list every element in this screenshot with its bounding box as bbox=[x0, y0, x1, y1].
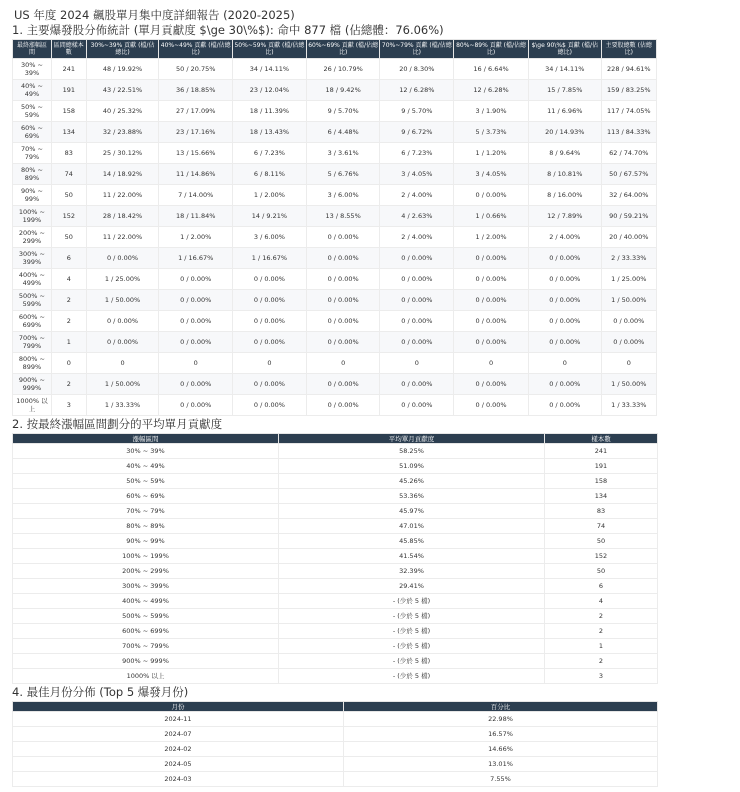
table-cell: 13 / 8.55% bbox=[306, 206, 380, 227]
table-row bbox=[13, 185, 657, 206]
table-row bbox=[13, 143, 657, 164]
table-cell: - (少於 5 檔) bbox=[279, 624, 545, 639]
column-header: 50%~59% 貢獻 (檔/佔總比) bbox=[233, 40, 307, 59]
table-row bbox=[13, 474, 658, 489]
column-header: 60%~69% 貢獻 (檔/佔總比) bbox=[306, 40, 380, 59]
table-cell: 0 / 0.00% bbox=[454, 395, 529, 416]
table-cell: 20 / 8.30% bbox=[380, 59, 454, 80]
column-header: 百分比 bbox=[344, 702, 658, 712]
table-cell: 11 / 6.96% bbox=[528, 101, 601, 122]
table-cell: 0 / 0.00% bbox=[528, 395, 601, 416]
table-cell: 7.55% bbox=[344, 772, 658, 787]
row-label-cell: 700% ~ 799% bbox=[13, 639, 279, 654]
table-row bbox=[13, 549, 658, 564]
average-contribution-table bbox=[12, 433, 658, 684]
table-cell: 2 bbox=[51, 311, 86, 332]
row-label-cell: 900% ~ 999% bbox=[13, 374, 52, 395]
table-cell: 14 / 18.92% bbox=[86, 164, 159, 185]
table-cell: 20 / 40.00% bbox=[601, 227, 656, 248]
table-cell: 134 bbox=[51, 122, 86, 143]
table-cell: 11 / 22.00% bbox=[86, 227, 159, 248]
table-cell: 3 / 6.00% bbox=[306, 185, 380, 206]
column-header: $\ge 90\%$ 貢獻 (檔/佔總比) bbox=[528, 40, 601, 59]
table-cell: 0 / 0.00% bbox=[454, 332, 529, 353]
table-cell: 47.01% bbox=[279, 519, 545, 534]
row-label-cell: 80% ~ 89% bbox=[13, 519, 279, 534]
table-header-row bbox=[13, 702, 658, 712]
table-cell: 6 / 7.23% bbox=[233, 143, 307, 164]
table-cell: 0 bbox=[51, 353, 86, 374]
table-row bbox=[13, 353, 657, 374]
row-label-cell: 300% ~ 399% bbox=[13, 579, 279, 594]
column-header: 平均單月貢獻度 bbox=[279, 434, 545, 444]
table-cell: 9 / 5.70% bbox=[380, 101, 454, 122]
table-cell: 0 / 0.00% bbox=[528, 332, 601, 353]
row-label-cell: 50% ~ 59% bbox=[13, 474, 279, 489]
table-cell: 0 / 0.00% bbox=[306, 248, 380, 269]
table-cell: 191 bbox=[51, 80, 86, 101]
table-row bbox=[13, 669, 658, 684]
table-cell: 117 / 74.05% bbox=[601, 101, 656, 122]
table-row bbox=[13, 269, 657, 290]
table-cell: 18 / 11.39% bbox=[233, 101, 307, 122]
table-row bbox=[13, 374, 657, 395]
table-cell: 0 / 0.00% bbox=[601, 311, 656, 332]
table-cell: 83 bbox=[545, 504, 658, 519]
table-cell: 1 / 16.67% bbox=[159, 248, 233, 269]
table-cell: 0 / 0.00% bbox=[380, 248, 454, 269]
table-cell: 50 bbox=[545, 564, 658, 579]
table-cell: 0 / 0.00% bbox=[601, 332, 656, 353]
table-cell: 1 / 0.66% bbox=[454, 206, 529, 227]
table-cell: 18 / 9.42% bbox=[306, 80, 380, 101]
row-label-cell: 700% ~ 799% bbox=[13, 332, 52, 353]
table-cell: 0 / 0.00% bbox=[306, 290, 380, 311]
column-header: 月份 bbox=[13, 702, 344, 712]
table-cell: - (少於 5 檔) bbox=[279, 669, 545, 684]
table-cell: 0 bbox=[454, 353, 529, 374]
table-cell: 1 / 33.33% bbox=[601, 395, 656, 416]
table-cell: 5 / 6.76% bbox=[306, 164, 380, 185]
row-label-cell: 500% ~ 599% bbox=[13, 609, 279, 624]
table-cell: 74 bbox=[545, 519, 658, 534]
table-cell: 18 / 13.43% bbox=[233, 122, 307, 143]
table-cell: - (少於 5 檔) bbox=[279, 639, 545, 654]
table-cell: 50 bbox=[51, 185, 86, 206]
column-header: 主要股總數 (佔總比) bbox=[601, 40, 656, 59]
report-title: US 年度 2024 飆股單月集中度詳細報告 (2020-2025) bbox=[14, 8, 295, 22]
table-cell: 0 / 0.00% bbox=[454, 311, 529, 332]
table-cell: 0 / 0.00% bbox=[233, 374, 307, 395]
table-cell: 45.26% bbox=[279, 474, 545, 489]
table-cell: 1 / 1.20% bbox=[454, 143, 529, 164]
table-cell: 0 / 0.00% bbox=[86, 248, 159, 269]
row-label-cell: 60% ~ 69% bbox=[13, 122, 52, 143]
table-cell: 1 / 25.00% bbox=[86, 269, 159, 290]
table-cell: 159 / 83.25% bbox=[601, 80, 656, 101]
table-cell: 0 / 0.00% bbox=[159, 290, 233, 311]
table-row bbox=[13, 594, 658, 609]
row-label-cell: 1000% 以上 bbox=[13, 669, 279, 684]
table-cell: 0 / 0.00% bbox=[233, 290, 307, 311]
table-row bbox=[13, 624, 658, 639]
table-cell: 0 bbox=[233, 353, 307, 374]
table-cell: 48 / 19.92% bbox=[86, 59, 159, 80]
table-row bbox=[13, 444, 658, 459]
table-cell: 0 / 0.00% bbox=[306, 227, 380, 248]
table-cell: - (少於 5 檔) bbox=[279, 594, 545, 609]
table-cell: 1 / 50.00% bbox=[86, 374, 159, 395]
row-label-cell: 40% ~ 49% bbox=[13, 80, 52, 101]
table-cell: 29.41% bbox=[279, 579, 545, 594]
table-cell: 0 / 0.00% bbox=[454, 374, 529, 395]
table-cell: 22.98% bbox=[344, 712, 658, 727]
table-cell: 0 / 0.00% bbox=[454, 248, 529, 269]
table-cell: 0 / 0.00% bbox=[528, 374, 601, 395]
table-cell: 4 bbox=[545, 594, 658, 609]
table-cell: 5 / 3.73% bbox=[454, 122, 529, 143]
row-label-cell: 90% ~ 99% bbox=[13, 185, 52, 206]
table-cell: 16 / 6.64% bbox=[454, 59, 529, 80]
table-cell: 8 / 9.64% bbox=[528, 143, 601, 164]
table-cell: 32 / 23.88% bbox=[86, 122, 159, 143]
table-row bbox=[13, 80, 657, 101]
table-cell: 0 / 0.00% bbox=[86, 332, 159, 353]
table-cell: 1 bbox=[545, 639, 658, 654]
table-cell: 27 / 17.09% bbox=[159, 101, 233, 122]
row-label-cell: 2024-03 bbox=[13, 772, 344, 787]
table-cell: 50 bbox=[51, 227, 86, 248]
table-cell: 0 / 0.00% bbox=[306, 395, 380, 416]
table-cell: 23 / 12.04% bbox=[233, 80, 307, 101]
table-cell: 8 / 16.00% bbox=[528, 185, 601, 206]
table-cell: 2 bbox=[51, 290, 86, 311]
table-cell: 1 / 25.00% bbox=[601, 269, 656, 290]
row-label-cell: 70% ~ 79% bbox=[13, 143, 52, 164]
table-cell: 0 / 0.00% bbox=[159, 269, 233, 290]
table-cell: 3 / 4.05% bbox=[380, 164, 454, 185]
row-label-cell: 80% ~ 89% bbox=[13, 164, 52, 185]
table-cell: 14 / 9.21% bbox=[233, 206, 307, 227]
column-header: 80%~89% 貢獻 (檔/佔總比) bbox=[454, 40, 529, 59]
table-cell: 32 / 64.00% bbox=[601, 185, 656, 206]
column-header: 40%~49% 貢獻 (檔/佔總比) bbox=[159, 40, 233, 59]
row-label-cell: 400% ~ 499% bbox=[13, 269, 52, 290]
table-cell: 2 bbox=[545, 654, 658, 669]
row-label-cell: 2024-02 bbox=[13, 742, 344, 757]
table-cell: 2 / 33.33% bbox=[601, 248, 656, 269]
table-cell: 3 bbox=[51, 395, 86, 416]
row-label-cell: 40% ~ 49% bbox=[13, 459, 279, 474]
table-cell: 0 / 0.00% bbox=[528, 311, 601, 332]
row-label-cell: 30% ~ 39% bbox=[13, 59, 52, 80]
table-cell: 3 / 6.00% bbox=[233, 227, 307, 248]
table-cell: 1 / 50.00% bbox=[86, 290, 159, 311]
table-cell: 2 bbox=[545, 609, 658, 624]
table-cell: 11 / 22.00% bbox=[86, 185, 159, 206]
table-row bbox=[13, 59, 657, 80]
row-label-cell: 2024-07 bbox=[13, 727, 344, 742]
table-cell: 41.54% bbox=[279, 549, 545, 564]
column-header: 樣本數 bbox=[545, 434, 658, 444]
row-label-cell: 200% ~ 299% bbox=[13, 227, 52, 248]
table-cell: 34 / 14.11% bbox=[528, 59, 601, 80]
table-cell: 6 bbox=[545, 579, 658, 594]
table-cell: 18 / 11.84% bbox=[159, 206, 233, 227]
table-row bbox=[13, 727, 658, 742]
table-cell: 7 / 14.00% bbox=[159, 185, 233, 206]
table-cell: 11 / 14.86% bbox=[159, 164, 233, 185]
table-cell: 12 / 7.89% bbox=[528, 206, 601, 227]
table-cell: 2 / 4.00% bbox=[380, 227, 454, 248]
table-cell: 134 bbox=[545, 489, 658, 504]
table-cell: 51.09% bbox=[279, 459, 545, 474]
table-cell: 58.25% bbox=[279, 444, 545, 459]
table-cell: 2 bbox=[545, 624, 658, 639]
table-cell: 0 / 0.00% bbox=[380, 332, 454, 353]
table-cell: 32.39% bbox=[279, 564, 545, 579]
table-cell: 13 / 15.66% bbox=[159, 143, 233, 164]
table-cell: 26 / 10.79% bbox=[306, 59, 380, 80]
table-cell: 40 / 25.32% bbox=[86, 101, 159, 122]
row-label-cell: 100% ~ 199% bbox=[13, 206, 52, 227]
table-cell: 50 / 67.57% bbox=[601, 164, 656, 185]
table-row bbox=[13, 248, 657, 269]
column-header: 30%~39% 貢獻 (檔/佔總比) bbox=[86, 40, 159, 59]
column-header: 最終漲幅區間 bbox=[13, 40, 52, 59]
table-cell: 0 / 0.00% bbox=[159, 374, 233, 395]
row-label-cell: 900% ~ 999% bbox=[13, 654, 279, 669]
table-cell: 0 bbox=[601, 353, 656, 374]
table-cell: 20 / 14.93% bbox=[528, 122, 601, 143]
row-label-cell: 500% ~ 599% bbox=[13, 290, 52, 311]
table-cell: 1 / 50.00% bbox=[601, 374, 656, 395]
table-cell: 0 / 0.00% bbox=[233, 311, 307, 332]
section1-heading: 1. 主要爆發股分佈統計 (單月貢獻度 $\ge 30\%$): 命中 877 檔 (佔總體：76.06%) bbox=[12, 23, 444, 37]
row-label-cell: 200% ~ 299% bbox=[13, 564, 279, 579]
table-cell: 0 / 0.00% bbox=[380, 269, 454, 290]
column-header: 70%~79% 貢獻 (檔/佔總比) bbox=[380, 40, 454, 59]
table-cell: 1 / 2.00% bbox=[159, 227, 233, 248]
distribution-table bbox=[12, 39, 657, 416]
table-cell: - (少於 5 檔) bbox=[279, 609, 545, 624]
table-cell: 158 bbox=[545, 474, 658, 489]
table-row bbox=[13, 579, 658, 594]
table-cell: 15 / 7.85% bbox=[528, 80, 601, 101]
table-cell: 0 bbox=[306, 353, 380, 374]
row-label-cell: 1000% 以上 bbox=[13, 395, 52, 416]
table-cell: 2 / 4.00% bbox=[380, 185, 454, 206]
table-cell: 0 / 0.00% bbox=[306, 332, 380, 353]
best-month-table bbox=[12, 701, 658, 787]
table-cell: 0 / 0.00% bbox=[380, 395, 454, 416]
table-cell: 241 bbox=[545, 444, 658, 459]
table-cell: 0 bbox=[528, 353, 601, 374]
table-cell: 0 / 0.00% bbox=[306, 311, 380, 332]
table-cell: 45.85% bbox=[279, 534, 545, 549]
row-label-cell: 50% ~ 59% bbox=[13, 101, 52, 122]
table-cell: 1 / 50.00% bbox=[601, 290, 656, 311]
table-cell: 0 bbox=[159, 353, 233, 374]
table-cell: 0 / 0.00% bbox=[233, 395, 307, 416]
table-cell: 53.36% bbox=[279, 489, 545, 504]
table-cell: 3 / 1.90% bbox=[454, 101, 529, 122]
table-row bbox=[13, 332, 657, 353]
table-cell: 9 / 6.72% bbox=[380, 122, 454, 143]
table-row bbox=[13, 609, 658, 624]
table-cell: 0 / 0.00% bbox=[380, 311, 454, 332]
table-row bbox=[13, 712, 658, 727]
table-cell: 152 bbox=[545, 549, 658, 564]
table-cell: 50 bbox=[545, 534, 658, 549]
table-cell: 4 bbox=[51, 269, 86, 290]
table-cell: 0 / 0.00% bbox=[454, 290, 529, 311]
table-cell: 0 / 0.00% bbox=[454, 185, 529, 206]
table-cell: 0 / 0.00% bbox=[454, 269, 529, 290]
table-cell: 241 bbox=[51, 59, 86, 80]
table-row bbox=[13, 757, 658, 772]
table-cell: 2 / 4.00% bbox=[528, 227, 601, 248]
row-label-cell: 60% ~ 69% bbox=[13, 489, 279, 504]
table-row bbox=[13, 206, 657, 227]
table-cell: 3 bbox=[545, 669, 658, 684]
table-row bbox=[13, 459, 658, 474]
table-cell: 3 / 4.05% bbox=[454, 164, 529, 185]
table-cell: 1 / 2.00% bbox=[454, 227, 529, 248]
table-cell: 23 / 17.16% bbox=[159, 122, 233, 143]
section2-heading: 2. 按最終漲幅區間劃分的平均單月貢獻度 bbox=[12, 417, 223, 431]
table-cell: 1 / 2.00% bbox=[233, 185, 307, 206]
table-cell: 0 / 0.00% bbox=[528, 290, 601, 311]
table-cell: 3 / 3.61% bbox=[306, 143, 380, 164]
table-cell: 1 bbox=[51, 332, 86, 353]
table-row bbox=[13, 519, 658, 534]
table-row bbox=[13, 227, 657, 248]
table-cell: 43 / 22.51% bbox=[86, 80, 159, 101]
table-cell: 0 / 0.00% bbox=[380, 290, 454, 311]
table-cell: 0 / 0.00% bbox=[380, 374, 454, 395]
column-header: 漲幅區間 bbox=[13, 434, 279, 444]
table-row bbox=[13, 742, 658, 757]
table-cell: 0 / 0.00% bbox=[306, 374, 380, 395]
row-label-cell: 30% ~ 39% bbox=[13, 444, 279, 459]
section4-heading: 4. 最佳月份分佈 (Top 5 爆發月份) bbox=[12, 685, 189, 699]
table-row bbox=[13, 395, 657, 416]
table-cell: 6 / 8.11% bbox=[233, 164, 307, 185]
table-row bbox=[13, 534, 658, 549]
table-cell: 25 / 30.12% bbox=[86, 143, 159, 164]
row-label-cell: 2024-05 bbox=[13, 757, 344, 772]
table-row bbox=[13, 290, 657, 311]
table-cell: 12 / 6.28% bbox=[454, 80, 529, 101]
table-cell: 152 bbox=[51, 206, 86, 227]
table-cell: 28 / 18.42% bbox=[86, 206, 159, 227]
table-cell: 62 / 74.70% bbox=[601, 143, 656, 164]
table-cell: 1 / 16.67% bbox=[233, 248, 307, 269]
table-cell: 50 / 20.75% bbox=[159, 59, 233, 80]
table-cell: 2 bbox=[51, 374, 86, 395]
table-cell: 0 / 0.00% bbox=[159, 395, 233, 416]
table-header-row bbox=[13, 40, 657, 59]
row-label-cell: 400% ~ 499% bbox=[13, 594, 279, 609]
column-header: 區間總樣本數 bbox=[51, 40, 86, 59]
table-row bbox=[13, 772, 658, 787]
table-cell: 0 / 0.00% bbox=[159, 332, 233, 353]
table-cell: 0 / 0.00% bbox=[86, 311, 159, 332]
table-row bbox=[13, 311, 657, 332]
table-row bbox=[13, 489, 658, 504]
row-label-cell: 600% ~ 699% bbox=[13, 624, 279, 639]
table-row bbox=[13, 639, 658, 654]
table-cell: 1 / 33.33% bbox=[86, 395, 159, 416]
table-row bbox=[13, 654, 658, 669]
table-cell: 14.66% bbox=[344, 742, 658, 757]
row-label-cell: 300% ~ 399% bbox=[13, 248, 52, 269]
table-cell: 0 / 0.00% bbox=[159, 311, 233, 332]
table-cell: 34 / 14.11% bbox=[233, 59, 307, 80]
table-row bbox=[13, 164, 657, 185]
table-cell: 83 bbox=[51, 143, 86, 164]
table-cell: 6 / 7.23% bbox=[380, 143, 454, 164]
table-row bbox=[13, 564, 658, 579]
table-header-row bbox=[13, 434, 658, 444]
table-cell: 6 bbox=[51, 248, 86, 269]
table-cell: 36 / 18.85% bbox=[159, 80, 233, 101]
row-label-cell: 70% ~ 79% bbox=[13, 504, 279, 519]
table-cell: 12 / 6.28% bbox=[380, 80, 454, 101]
row-label-cell: 2024-11 bbox=[13, 712, 344, 727]
table-cell: 6 / 4.48% bbox=[306, 122, 380, 143]
table-cell: 4 / 2.63% bbox=[380, 206, 454, 227]
row-label-cell: 100% ~ 199% bbox=[13, 549, 279, 564]
table-row bbox=[13, 122, 657, 143]
table-cell: 13.01% bbox=[344, 757, 658, 772]
table-cell: 90 / 59.21% bbox=[601, 206, 656, 227]
table-cell: 0 / 0.00% bbox=[233, 332, 307, 353]
row-label-cell: 800% ~ 899% bbox=[13, 353, 52, 374]
table-cell: 16.57% bbox=[344, 727, 658, 742]
table-cell: 113 / 84.33% bbox=[601, 122, 656, 143]
table-cell: - (少於 5 檔) bbox=[279, 654, 545, 669]
table-cell: 74 bbox=[51, 164, 86, 185]
table-row bbox=[13, 504, 658, 519]
row-label-cell: 90% ~ 99% bbox=[13, 534, 279, 549]
table-cell: 0 bbox=[380, 353, 454, 374]
table-row bbox=[13, 101, 657, 122]
table-cell: 0 bbox=[86, 353, 159, 374]
table-cell: 228 / 94.61% bbox=[601, 59, 656, 80]
table-cell: 8 / 10.81% bbox=[528, 164, 601, 185]
table-cell: 45.97% bbox=[279, 504, 545, 519]
table-cell: 0 / 0.00% bbox=[306, 269, 380, 290]
table-cell: 158 bbox=[51, 101, 86, 122]
table-cell: 9 / 5.70% bbox=[306, 101, 380, 122]
table-cell: 191 bbox=[545, 459, 658, 474]
table-cell: 0 / 0.00% bbox=[528, 269, 601, 290]
table-cell: 0 / 0.00% bbox=[233, 269, 307, 290]
row-label-cell: 600% ~ 699% bbox=[13, 311, 52, 332]
table-cell: 0 / 0.00% bbox=[528, 248, 601, 269]
